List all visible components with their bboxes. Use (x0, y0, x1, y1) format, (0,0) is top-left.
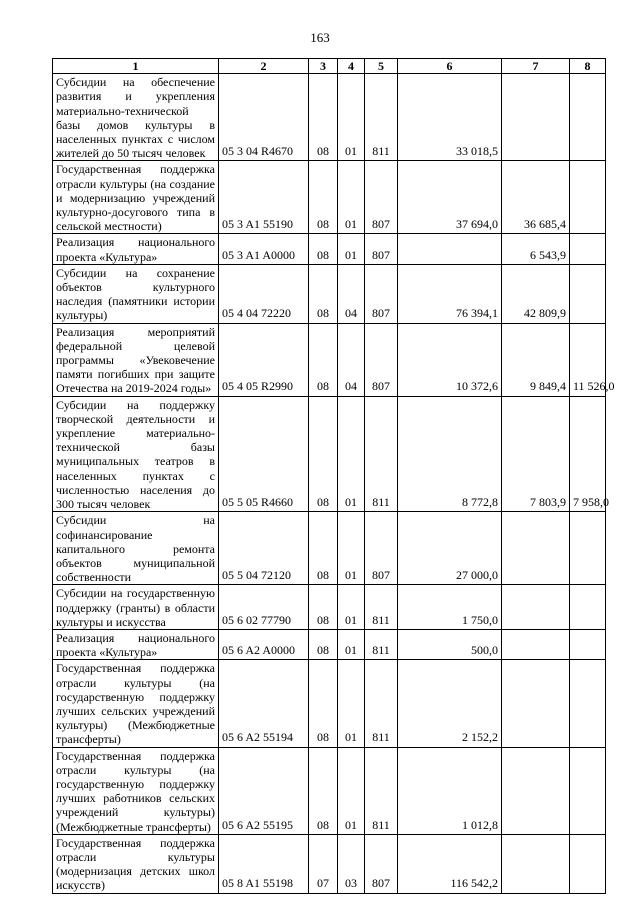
amount-col-7: 7 803,9 (502, 396, 570, 512)
budget-code: 05 3 A1 A0000 (219, 234, 309, 264)
row-description: Субсидии на поддержку творческой деятельности и укрепление материально-технической базы муниципальных театров в населенных пунктах с численностью населения до 300 тысяч человек (53, 396, 219, 512)
amount-col-6: 8 772,8 (398, 396, 502, 512)
amount-col-7 (502, 512, 570, 585)
column-header: 5 (365, 59, 398, 74)
row-description: Государственная поддержка отрасли культуры (на государственную поддержку лучших работников сельских учреждений культуры) (Межбюджетные трансферты) (53, 747, 219, 834)
amount-col-7 (502, 74, 570, 161)
budget-code: 05 6 A2 55195 (219, 747, 309, 834)
table-row (53, 74, 606, 161)
column-4-value: 01 (338, 629, 365, 659)
budget-code: 05 8 A1 55198 (219, 834, 309, 893)
column-3-value: 08 (309, 74, 338, 161)
budget-code: 05 5 05 R4660 (219, 396, 309, 512)
table-row (53, 629, 606, 659)
amount-col-6: 1 012,8 (398, 747, 502, 834)
amount-col-6: 2 152,2 (398, 660, 502, 747)
amount-col-6: 1 750,0 (398, 585, 502, 630)
table-header-row (53, 59, 606, 74)
amount-col-7: 6 543,9 (502, 234, 570, 264)
budget-code: 05 4 04 72220 (219, 264, 309, 323)
column-5-value: 807 (365, 512, 398, 585)
amount-col-8: 11 526,0 (570, 323, 606, 396)
amount-col-8 (570, 834, 606, 893)
column-header: 3 (309, 59, 338, 74)
column-4-value: 01 (338, 585, 365, 630)
amount-col-8 (570, 264, 606, 323)
column-5-value: 811 (365, 396, 398, 512)
column-4-value: 01 (338, 747, 365, 834)
column-5-value: 811 (365, 629, 398, 659)
row-description: Государственная поддержка отрасли культуры (на государственную поддержку лучших сельских учреждений культуры) (Межбюджетные трансферты) (53, 660, 219, 747)
table-row (53, 585, 606, 630)
column-3-value: 08 (309, 629, 338, 659)
table-row (53, 161, 606, 234)
page-number: 163 (310, 30, 330, 45)
amount-col-7: 42 809,9 (502, 264, 570, 323)
row-description: Реализация мероприятий федеральной целевой программы «Увековечение памяти погибших при защите Отечества на 2019-2024 годы» (53, 323, 219, 396)
amount-col-7: 36 685,4 (502, 161, 570, 234)
amount-col-8 (570, 512, 606, 585)
column-3-value: 07 (309, 834, 338, 893)
row-description: Субсидии на обеспечение развития и укрепления материально-технической базы домов культуры в населенных пунктах с числом жителей до 50 тысяч человек (53, 74, 219, 161)
amount-col-6: 33 018,5 (398, 74, 502, 161)
column-5-value: 807 (365, 323, 398, 396)
amount-col-7: 9 849,4 (502, 323, 570, 396)
budget-code: 05 6 A2 55194 (219, 660, 309, 747)
amount-col-8: 7 958,0 (570, 396, 606, 512)
column-5-value: 811 (365, 585, 398, 630)
column-4-value: 01 (338, 512, 365, 585)
amount-col-6: 500,0 (398, 629, 502, 659)
amount-col-6: 76 394,1 (398, 264, 502, 323)
row-description: Государственная поддержка отрасли культуры (на создание и модернизацию учреждений культурно-досугового типа в сельской местности) (53, 161, 219, 234)
column-header: 8 (570, 59, 606, 74)
column-4-value: 01 (338, 74, 365, 161)
column-3-value: 08 (309, 323, 338, 396)
budget-code: 05 3 A1 55190 (219, 161, 309, 234)
table-row (53, 660, 606, 747)
column-3-value: 08 (309, 264, 338, 323)
budget-code: 05 4 05 R2990 (219, 323, 309, 396)
column-header: 7 (502, 59, 570, 74)
amount-col-8 (570, 585, 606, 630)
column-3-value: 08 (309, 747, 338, 834)
amount-col-8 (570, 234, 606, 264)
amount-col-6: 10 372,6 (398, 323, 502, 396)
column-3-value: 08 (309, 161, 338, 234)
table-row (53, 323, 606, 396)
amount-col-8 (570, 660, 606, 747)
amount-col-6: 37 694,0 (398, 161, 502, 234)
amount-col-8 (570, 74, 606, 161)
budget-table (52, 58, 615, 894)
column-3-value: 08 (309, 234, 338, 264)
row-description: Реализация национального проекта «Культура» (53, 234, 219, 264)
column-header: 6 (398, 59, 502, 74)
table-row (53, 747, 606, 834)
row-description: Субсидии на софинансирование капитального ремонта объектов муниципальной собственности (53, 512, 219, 585)
amount-col-7 (502, 747, 570, 834)
column-header: 4 (338, 59, 365, 74)
budget-code: 05 6 A2 A0000 (219, 629, 309, 659)
budget-code: 05 3 04 R4670 (219, 74, 309, 161)
column-3-value: 08 (309, 585, 338, 630)
amount-col-8 (570, 161, 606, 234)
column-3-value: 08 (309, 512, 338, 585)
row-description: Субсидии на сохранение объектов культурного наследия (памятники истории культуры) (53, 264, 219, 323)
table-row (53, 396, 606, 512)
amount-col-8 (570, 629, 606, 659)
column-3-value: 08 (309, 660, 338, 747)
amount-col-7 (502, 585, 570, 630)
column-4-value: 04 (338, 264, 365, 323)
row-description: Реализация национального проекта «Культура» (53, 629, 219, 659)
column-5-value: 811 (365, 747, 398, 834)
budget-code: 05 6 02 77790 (219, 585, 309, 630)
amount-col-7 (502, 834, 570, 893)
amount-col-8 (570, 747, 606, 834)
column-4-value: 01 (338, 161, 365, 234)
column-4-value: 01 (338, 396, 365, 512)
budget-code: 05 5 04 72120 (219, 512, 309, 585)
column-4-value: 03 (338, 834, 365, 893)
column-header: 1 (53, 59, 219, 74)
column-5-value: 807 (365, 834, 398, 893)
column-4-value: 04 (338, 323, 365, 396)
column-4-value: 01 (338, 234, 365, 264)
row-description: Государственная поддержка отрасли культуры (модернизация детских школ искусств) (53, 834, 219, 893)
row-description: Субсидии на государственную поддержку (гранты) в области культуры и искусства (53, 585, 219, 630)
table-row (53, 834, 606, 893)
column-header: 2 (219, 59, 309, 74)
amount-col-7 (502, 629, 570, 659)
amount-col-6: 27 000,0 (398, 512, 502, 585)
table-row (53, 264, 606, 323)
table-row (53, 512, 606, 585)
amount-col-7 (502, 660, 570, 747)
amount-col-6: 116 542,2 (398, 834, 502, 893)
column-5-value: 807 (365, 234, 398, 264)
column-4-value: 01 (338, 660, 365, 747)
column-5-value: 807 (365, 264, 398, 323)
column-3-value: 08 (309, 396, 338, 512)
column-5-value: 811 (365, 74, 398, 161)
amount-col-6 (398, 234, 502, 264)
column-5-value: 811 (365, 660, 398, 747)
column-5-value: 807 (365, 161, 398, 234)
table-row (53, 234, 606, 264)
